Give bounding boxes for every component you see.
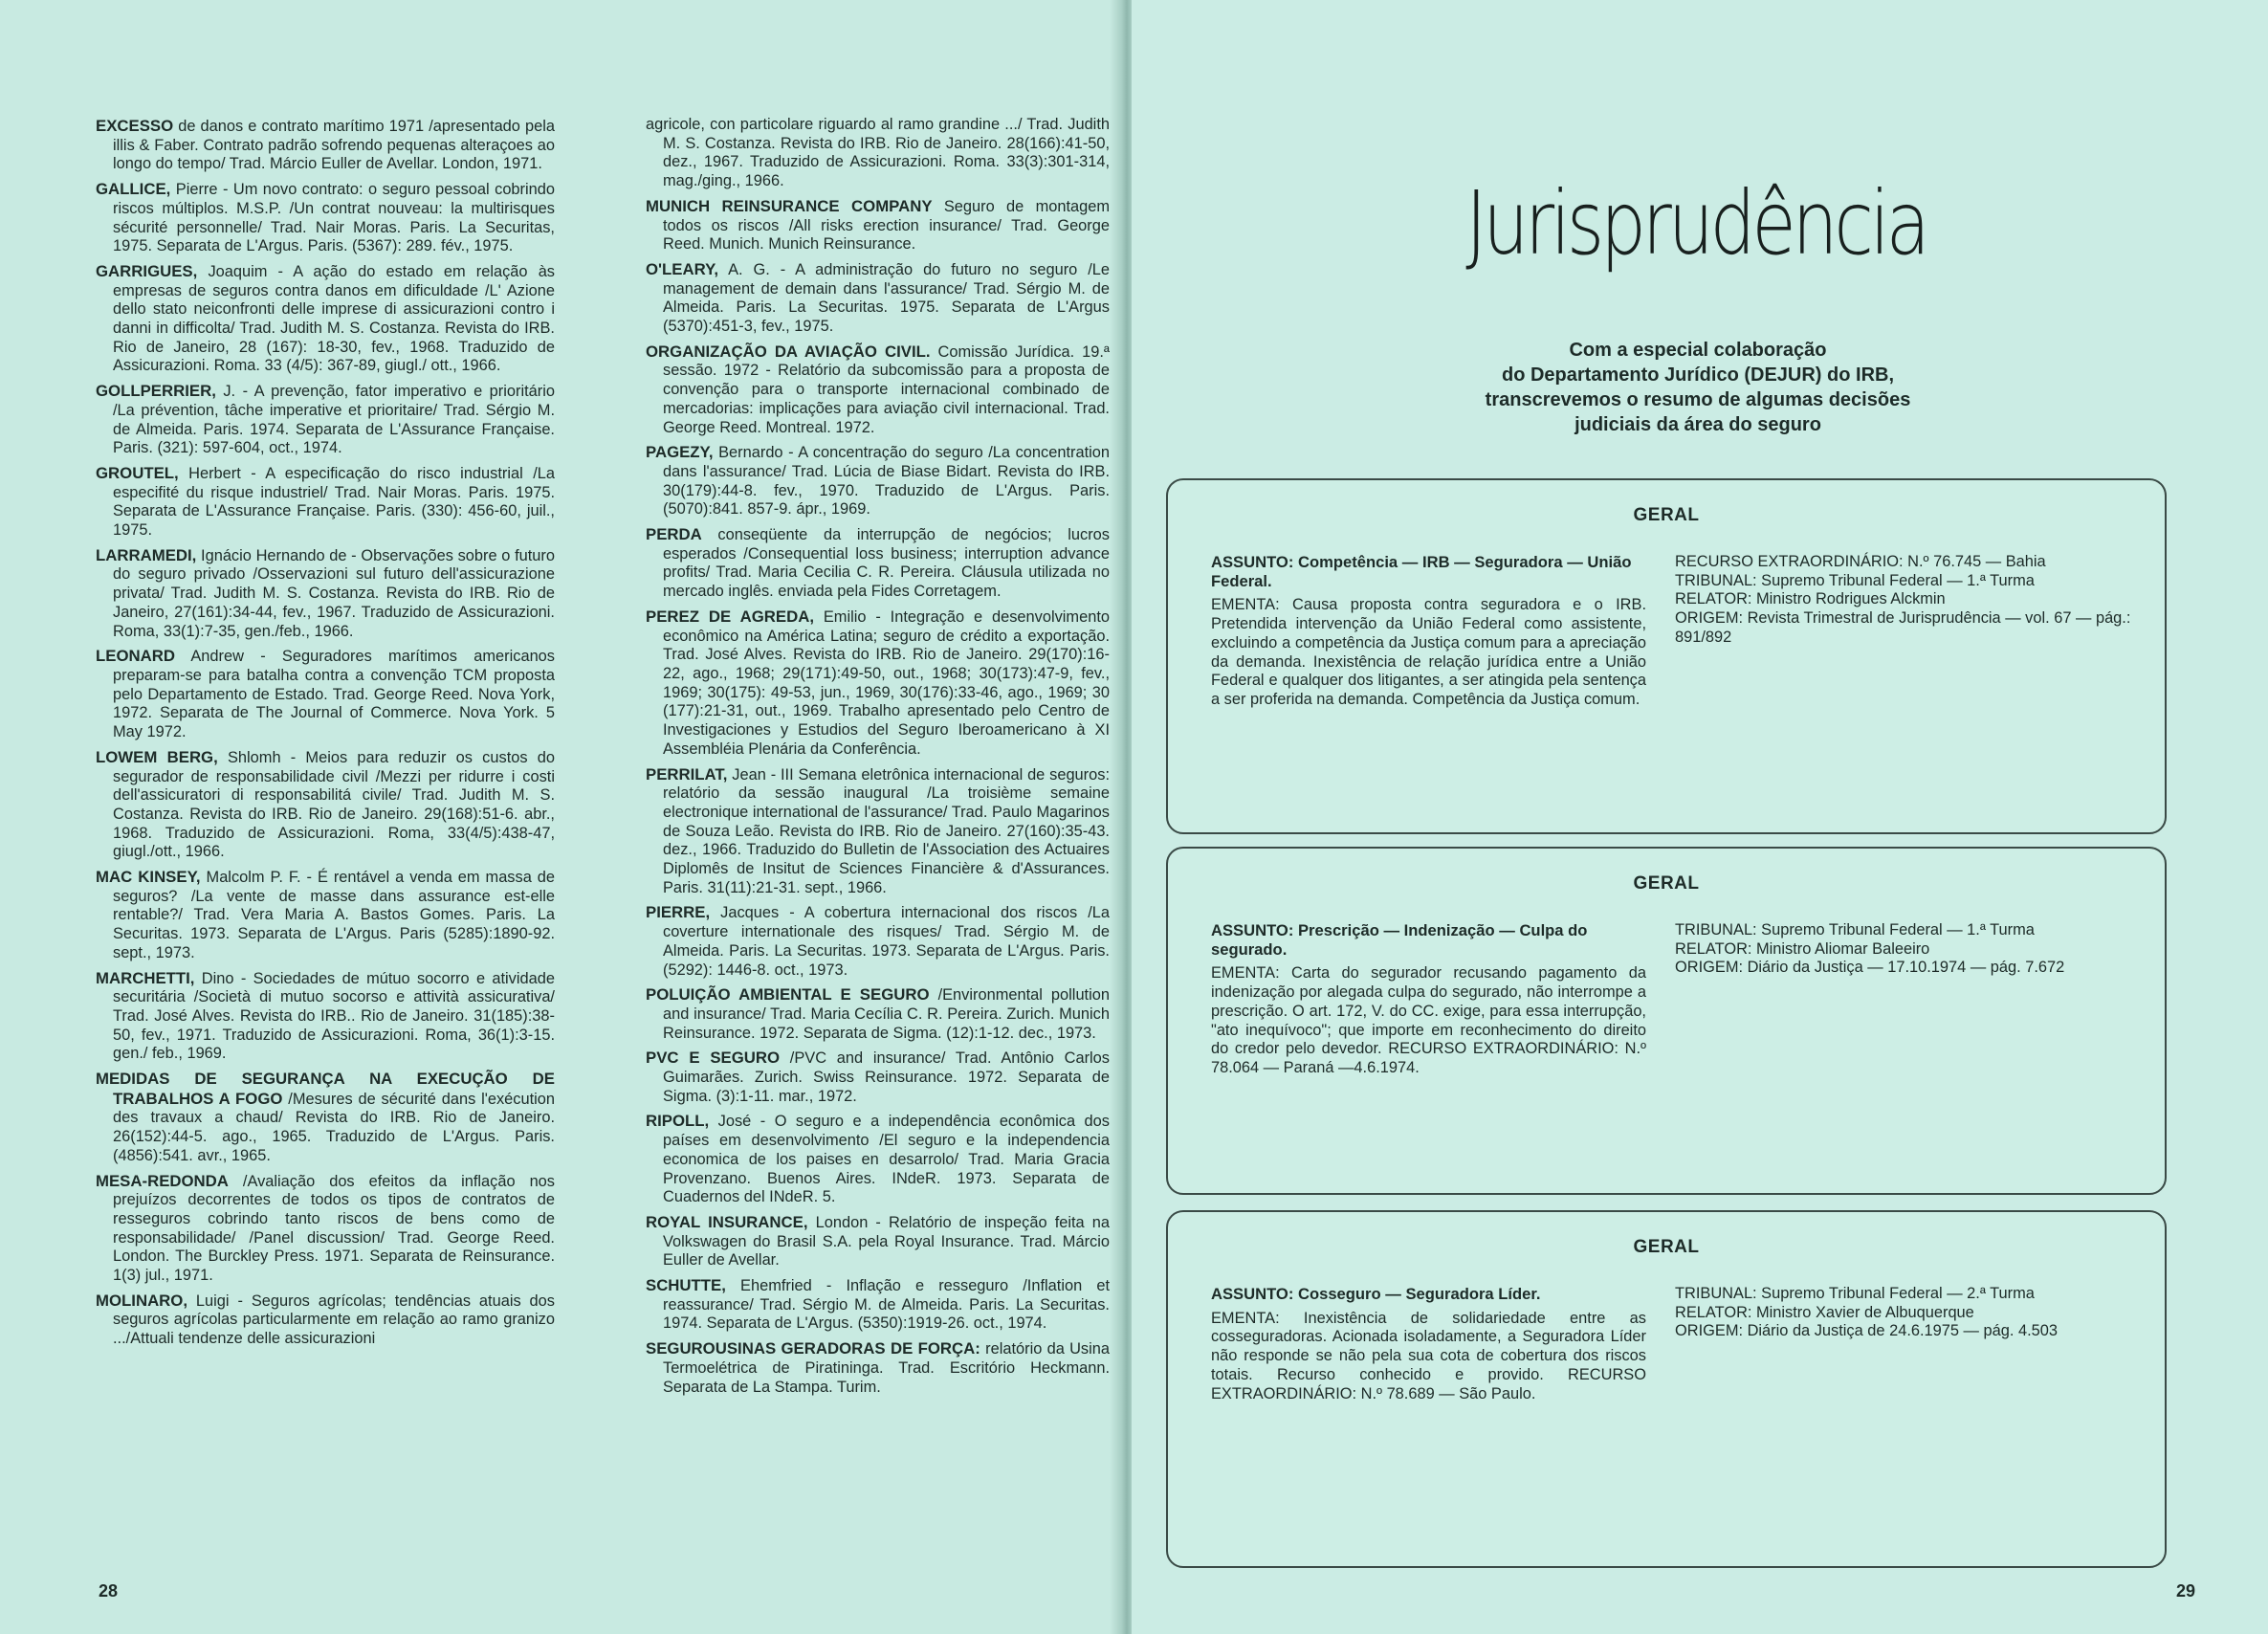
entry-heading: GOLLPERRIER, <box>96 382 216 401</box>
bibliography-entry <box>646 197 1110 254</box>
bibliography-entry <box>96 546 555 642</box>
bibliography-entry <box>96 1292 555 1349</box>
bibliography-entry <box>646 525 1110 602</box>
case-category: GERAL <box>1633 873 1700 894</box>
right-page <box>1132 0 2268 1634</box>
entry-text: /PVC and insurance/ Trad. Antônio Carlos Guimarães. Zurich. Swiss Reinsurance. 1972. Separata de Sigma. (3):1-11. mar., 1972. <box>663 1049 1110 1105</box>
entry-heading: MUNICH REINSURANCE COMPANY <box>646 196 933 215</box>
bibliography-column-b <box>646 115 1110 1402</box>
entry-text: relatório da Usina Termoelétrica de Piratininga. Trad. Escritório Heckmann. Separata de La Stampa. Turim. <box>663 1340 1110 1396</box>
entry-text: Dino - Sociedades de mútuo socorro e atividade securitária /Società di mutuo socorso e attività assicurativa/ Trad. José Alves. Revista do IRB.. Rio de Janeiro. 31(185):38-50, fev., 1971. Traduzido de Assicurazioni. Roma, 36(1):3-15. gen./ feb., 1969. <box>113 969 555 1063</box>
case-ementa: EMENTA: Carta do segurador recusando pagamento da indenização por alegada culpa do segurado, não interrompe a prescrição. O art. 172, V. do CC. exige, para essa interrupção, "ato inequívoco"; que importe em reconhecimento do direito do credor pelo devedor. RECURSO EXTRAORDINÁRIO: N.º 78.064 — Paraná —4.6.1974. <box>1211 964 1646 1076</box>
entry-heading: GROUTEL, <box>96 463 179 482</box>
entry-text: London - Relatório de inspeção feita na Volkswagen do Brasil S.A. pela Royal Insurance. Trad. Márcio Euller de Avellar. <box>663 1213 1110 1270</box>
case-summary <box>1211 921 1646 1078</box>
case-meta-line: TRIBUNAL: Supremo Tribunal Federal — 1.ª Turma <box>1675 571 2035 589</box>
entry-text: Jacques - A cobertura internacional dos riscos /La coverture internationale des risques/ Trad. Sérgio M. de Almeida. Paris. La Securitas. 1973. Separata de L'Argus. Paris. (5292): 1446-8. oct., 1973. <box>663 904 1110 979</box>
case-box <box>1166 1210 2167 1568</box>
case-subject: ASSUNTO: Competência — IRB — Seguradora — União Federal. <box>1211 553 1632 590</box>
page-number-right: 29 <box>2175 1581 2195 1601</box>
case-meta <box>1675 1285 2134 1341</box>
entry-heading: RIPOLL, <box>646 1112 710 1131</box>
page-number-left: 28 <box>99 1581 119 1601</box>
case-meta-line: ORIGEM: Revista Trimestral de Jurisprudência — vol. 67 — pág.: 891/892 <box>1675 609 2131 646</box>
entry-text: Joaquim - A ação do estado em relação às empresas de seguros contra danos em dificuldade /L' Azione dello stato neiconfronti delle imprese di assicurazioni contro i danni in difficolta/ Trad. Judith M. S. Costanza. Revista do IRB. Rio de Janeiro, 28 (167): 18-30, fev., 1968. Traduzido de Assicurazioni. Roma. 33 (4/5): 367-89, giugl./ ott., 1966. <box>113 262 555 375</box>
bibliography-entry <box>96 1172 555 1286</box>
entry-text: Bernardo - A concentração do seguro /La concentration dans l'assurance/ Trad. Lúcia de Biase Bidart. Revista do IRB. 30(179):44-8. fev., 1970. Traduzido de L'Argus. Paris. (5070):841. 857-9. ápr., 1969. <box>663 444 1110 519</box>
entry-heading: MEDIDAS DE SEGURANÇA NA EXECUÇÃO DE TRABALHOS A FOGO <box>96 1070 555 1108</box>
entry-heading: ORGANIZAÇÃO DA AVIAÇÃO CIVIL. <box>646 342 931 361</box>
case-meta <box>1675 553 2134 648</box>
entry-text: Emilio - Integração e desenvolvimento econômico na América Latina; seguro de crédito a exportação. Trad. José Alves. Revista do IRB. Rio de Janeiro. 29(170):16-22, ago., 1968; 29(171):49-50, out., 1968; 30(173):47-9, fev., 1969; 30(175): 49-53, jun., 1969, 30(176):33-46, ago., 1969; 30 (177):21-31, out., 1969. Trabalho apresentado pelo Centro de Investigaciones y Estudios del Seguro Iberoamericano à XI Assembléia Plenária da Conferência. <box>663 607 1110 758</box>
entry-text: Shlomh - Meios para reduzir os custos do segurador de responsabilidade civil /Mezzi per ridurre i costi dell'assicuratori di responsabilitá civile/ Trad. Judith M. S. Costanza. Revista do IRB. Rio de Janeiro. 29(168):51-6. abr., 1968. Traduzido de Assicurazioni. Roma, 33(4/5):438-47, giugl./ott., 1966. <box>113 748 555 861</box>
entry-heading: MAC KINSEY, <box>96 868 201 887</box>
entry-text: Jean - III Semana eletrônica internacional de seguros: relatório da sessão inaugural /La troisième semaine electronique international de l'assurance/ Trad. Paulo Magarinos de Souza Leão. Revista do IRB. Rio de Janeiro. 27(160):35-43. dez., 1966. Traduzido do Bulletin de l'Association des Actuaires Diplomês de Insitut de Sciences Financière & d'Assurances. Paris. 31(11):21-31. sept., 1966. <box>663 765 1110 896</box>
case-box <box>1166 478 2167 834</box>
bibliography-column-a <box>96 117 555 1355</box>
entry-heading: PIERRE, <box>646 903 711 922</box>
case-meta-line: RELATOR: Ministro Rodrigues Alckmin <box>1675 590 1946 608</box>
bibliography-entry <box>646 1049 1110 1106</box>
entry-heading: SCHUTTE, <box>646 1276 726 1295</box>
entry-text: Andrew - Seguradores marítimos americanos preparam-se para batalha contra a convenção TCM proposta pelo Departamento de Estado. Trad. George Reed. Nova York, 1972. Separata de The Journal of Commerce. Nova York. 5 May 1972. <box>113 648 555 741</box>
bibliography-entry <box>646 342 1110 438</box>
case-ementa: EMENTA: Causa proposta contra seguradora e o IRB. Pretendida intervenção da União Federal como assistente, excluindo a competência da Justiça comum para a apreciação da demanda. Inexistência de relação jurídica entre a União Federal e qualquer dos litigantes, a ser atingida pela sentença a ser proferida na demanda. Competência da Justiça comum. <box>1211 596 1646 708</box>
entry-heading: MESA-REDONDA <box>96 1171 229 1190</box>
bibliography-entry <box>96 868 555 963</box>
entry-heading: EXCESSO <box>96 117 174 135</box>
intro-text <box>1401 338 1994 437</box>
entry-text: agricole, con particolare riguardo al ramo grandine .../ Trad. Judith M. S. Costanza. Revista do IRB. Rio de Janeiro. 28(166):41-50, dez., 1967. Traduzido de Assicurazioni. Roma. 33(3):301-314, mag./ging., 1966. <box>646 116 1110 190</box>
entry-heading: GARRIGUES, <box>96 261 198 280</box>
entry-heading: LEONARD <box>96 647 175 666</box>
case-meta-line: RELATOR: Ministro Aliomar Baleeiro <box>1675 939 1930 958</box>
bibliography-entry <box>96 117 555 174</box>
entry-text: Pierre - Um novo contrato: o seguro pessoal cobrindo riscos múltiplos. M.S.P. /Un contrat nouveau: la multirisques sécurité personnelle/ Trad. Nair Moras. Paris. La Securitas, 1975. Separata de L'Argus. Paris. (5367): 289. fév., 1975. <box>113 181 555 255</box>
bibliography-entry <box>646 1213 1110 1270</box>
entry-heading: ROYAL INSURANCE, <box>646 1212 808 1231</box>
entry-heading: LARRAMEDI, <box>96 545 197 564</box>
entry-text: José - O seguro e a independência econômica dos países em desenvolvimento /El seguro e la independencia economica de los paises en desarrolo/ Trad. Maria Gracia Provenzano. Buenos Aires. INdeR. 1973. Separata de Cuadernos del INdeR. 5. <box>663 1113 1110 1206</box>
entry-text: /Mesures de sécurité dans l'exécution des travaux a chaud/ Revista do IRB. Rio de Janeiro. 26(152):44-5. ago., 1965. Traduzido de L'Argus. Paris. (4856):541. avr., 1965. <box>113 1090 556 1164</box>
case-ementa: EMENTA: Inexistência de solidariedade entre as cosseguradoras. Acionada isoladamente, a Seguradora Líder não responde se não pela sua cota de cobertura dos riscos totais. Recurso conhecido e provido. RECURSO EXTRAORDINÁRIO: N.º 78.689 — São Paulo. <box>1211 1309 1646 1402</box>
intro-line: judiciais da área do seguro <box>1574 414 1821 435</box>
entry-heading: PERRILAT, <box>646 764 728 784</box>
bibliography-entry <box>96 464 555 541</box>
bibliography-entry <box>96 748 555 862</box>
bibliography-entry <box>646 443 1110 519</box>
entry-text: Herbert - A especificação do risco industrial /La especifité du risque industriel/ Trad. Nair Moras. Paris. 1975. Separata de L'Assurance Française. Paris. (330): 456-60, juil., 1975. <box>113 464 555 540</box>
entry-heading: GALLICE, <box>96 180 171 199</box>
bibliography-entry <box>646 985 1110 1043</box>
bibliography-entry <box>646 765 1110 898</box>
case-category: GERAL <box>1633 1237 1700 1257</box>
entry-text: de danos e contrato marítimo 1971 /apresentado pela illis & Faber. Contrato padrão sofrendo pequenas alteraçoes ao longo do tempo/ Trad. Márcio Euller de Avellar. London, 1971. <box>113 118 555 173</box>
page-title: Jurisprudência <box>1465 172 1927 275</box>
bibliography-entry <box>96 647 555 742</box>
entry-text: /Environmental pollution and insurance/ Trad. Maria Cecília C. R. Pereira. Zurich. Munich Reinsurance. 1972. Separata de Sigma. (12):1-12. dec., 1973. <box>663 986 1110 1042</box>
bibliography-entry <box>96 1070 555 1166</box>
bibliography-entry <box>646 115 1110 191</box>
entry-text: Luigi - Seguros agrícolas; tendências atuais dos seguros agrícolas particularmente em relação ao ramo granizo .../Attuali tendenze delle assicurazioni <box>113 1292 555 1348</box>
case-meta-line: RELATOR: Ministro Xavier de Albuquerque <box>1675 1303 1974 1321</box>
entry-heading: POLUIÇÃO AMBIENTAL E SEGURO <box>646 985 930 1005</box>
entry-text: Comissão Jurídica. 19.ª sessão. 1972 - Relatório da subcomissão para a proposta de convenção para o transporte internacional combinado de mercadorias: implicações para aviação civil internacional. Trad. George Reed. Montreal. 1972. <box>663 342 1110 436</box>
case-meta-line: TRIBUNAL: Supremo Tribunal Federal — 2.ª Turma <box>1675 1285 2035 1302</box>
entry-text: Seguro de montagem todos os riscos /All risks erection insurance/ Trad. George Reed. Munich. Munich Reinsurance. <box>663 197 1111 254</box>
case-subject: ASSUNTO: Prescrição — Indenização — Culpa do segurado. <box>1211 921 1588 959</box>
bibliography-entry <box>646 903 1110 980</box>
case-meta-line: TRIBUNAL: Supremo Tribunal Federal — 1.ª Turma <box>1675 921 2035 938</box>
entry-text: conseqüente da interrupção de negócios; lucros esperados /Consequential loss business; interruption advance profits/ Trad. Maria Cecilia C. R. Pereira. Cláusula utilizada no mercado inglês. enviada pela Fides Corretagem. <box>663 526 1110 601</box>
case-meta-line: ORIGEM: Diário da Justiça de 24.6.1975 — pág. 4.503 <box>1675 1322 2058 1340</box>
entry-heading: O'LEARY, <box>646 259 719 278</box>
entry-text: /Avaliação dos efeitos da inflação nos prejuízos decorrentes de todos os tipos de contratos de resseguros cobrindo tanto riscos de bens como de responsabilidade/ /Panel discussion/ Trad. George Reed. London. The Burckley Press. 1971. Separata de Reinsurance. 1(3) jul., 1971. <box>113 1172 555 1285</box>
intro-line: do Departamento Jurídico (DEJUR) do IRB, <box>1501 364 1895 386</box>
entry-heading: SEGUROUSINAS GERADORAS DE FORÇA: <box>646 1339 980 1358</box>
entry-heading: PERDA <box>646 525 702 544</box>
entry-heading: PVC E SEGURO <box>646 1049 781 1068</box>
bibliography-entry <box>96 969 555 1065</box>
entry-text: Ignácio Hernando de - Observações sobre o futuro do seguro privado /Osservazioni sul futuro dell'assicurazione privata/ Trad. Judith M. S. Costanza. Revista do IRB. Rio de Janeiro, 27(161):34-44, fev., 1967. Traduzido de Assicurazioni. Roma, 33(1):7-35, gen./feb., 1966. <box>113 546 555 640</box>
entry-heading: LOWEM BERG, <box>96 747 218 766</box>
entry-text: J. - A prevenção, fator imperativo e prioritário /La prévention, tâche imperative et prioritaire/ Trad. Sérgio M. de Almeida. Paris. 1974. Separata de L'Assurance Française. Paris. (321): 597-604, oct., 1974. <box>113 383 555 457</box>
left-page <box>0 0 1124 1634</box>
intro-line: transcrevemos o resumo de algumas decisões <box>1485 389 1911 410</box>
case-subject: ASSUNTO: Cosseguro — Seguradora Líder. <box>1211 1285 1541 1303</box>
entry-text: Ehemfried - Inflação e resseguro /Inflation et reassurance/ Trad. Sérgio M. de Almeida. Paris. La Securitas. 1974. Separata de L'Argus. (5350):1919-26. oct., 1974. <box>663 1277 1110 1333</box>
case-meta-line: ORIGEM: Diário da Justiça — 17.10.1974 — pág. 7.672 <box>1675 959 2065 977</box>
case-summary <box>1211 1285 1646 1403</box>
case-meta-line: RECURSO EXTRAORDINÁRIO: N.º 76.745 — Bahia <box>1675 553 2046 570</box>
bibliography-entry <box>96 262 555 376</box>
case-box <box>1166 847 2167 1195</box>
entry-heading: PAGEZY, <box>646 443 714 462</box>
intro-line: Com a especial colaboração <box>1569 340 1827 361</box>
bibliography-entry <box>646 1276 1110 1334</box>
entry-heading: PEREZ DE AGREDA, <box>646 607 814 626</box>
case-meta <box>1675 921 2134 978</box>
case-summary <box>1211 553 1646 710</box>
bibliography-entry <box>646 260 1110 337</box>
entry-heading: MARCHETTI, <box>96 968 195 987</box>
bibliography-entry <box>646 607 1110 760</box>
bibliography-entry <box>646 1339 1110 1397</box>
entry-text: Malcolm P. F. - É rentável a venda em massa de seguros? /La vente de masse dans assurance est-elle rentable?/ Trad. Vera Maria A. Bastos Gomes. Paris. La Securitas. 1973. Separata de L'Argus. Paris (5285):1890-92. sept., 1973. <box>113 869 555 961</box>
bibliography-entry <box>646 1112 1110 1207</box>
bibliography-entry <box>96 180 555 256</box>
entry-heading: MOLINARO, <box>96 1291 188 1310</box>
case-category: GERAL <box>1633 505 1700 525</box>
bibliography-entry <box>96 382 555 458</box>
entry-text: A. G. - A administração do futuro no seguro /Le management de demain dans l'assurance/ Trad. Sérgio M. de Almeida. Paris. La Securitas. 1975. Separata de L'Argus (5370):451-3, fev., 1975. <box>663 260 1110 336</box>
